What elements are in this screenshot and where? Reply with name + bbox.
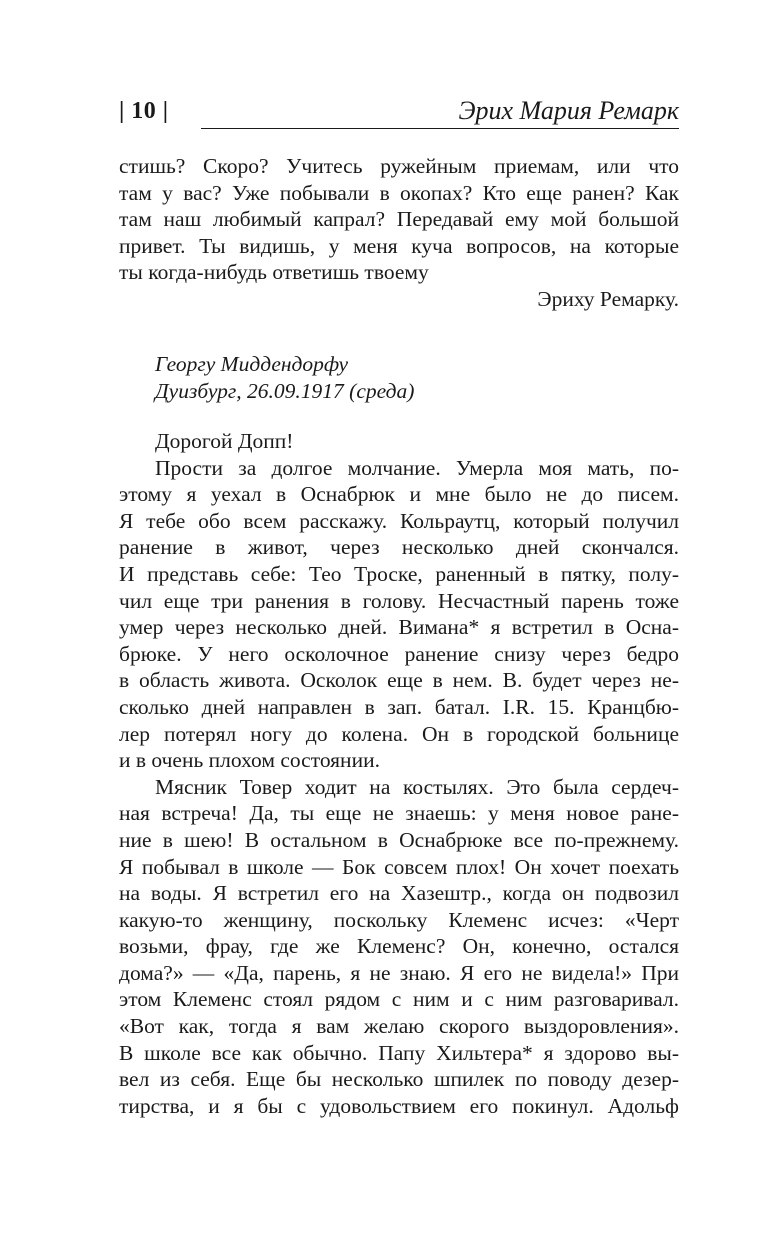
text-line: дома?» — «Да, парень, я не знаю. Я его не видела!» При (119, 960, 679, 985)
letter-place-date: Дуизбург, 26.09.1917 (среда) (155, 378, 415, 403)
text-line: в область живота. Осколок еще в нем. В. будет через не- (119, 668, 679, 693)
text-line: привет. Ты видишь, у меня куча вопросов, на которые (119, 233, 679, 258)
text-line: Я побывал в школе — Бок совсем плох! Он хочет поехать (119, 854, 679, 879)
page-number: | 10 | (119, 98, 169, 124)
text-line: чил еще три ранения в голову. Несчастный парень тоже (119, 588, 679, 613)
text-line: стишь? Скоро? Учитесь ружейным приемам, или что (119, 154, 679, 178)
text-line: возьми, фрау, где же Клеменс? Он, конечно, остался (119, 934, 679, 959)
text-line: Прости за долгое молчание. Умерла моя мать, по- (155, 455, 679, 480)
text-line: лер потерял ногу до колена. Он в городской больнице (119, 721, 679, 746)
text-line: брюке. У него осколочное ранение снизу через бедро (119, 641, 679, 666)
text-line: умер через несколько дней. Вимана* я встретил в Осна- (119, 615, 679, 640)
text-line: тирства, и я бы с удовольствием его покинул. Адольф (119, 1093, 679, 1118)
text-line: ние в шею! В остальном в Оснабрюке все по-прежнему. (119, 827, 679, 852)
text-line: какую-то женщину, поскольку Клеменс исчез: «Черт (119, 907, 679, 932)
book-page (119, 0, 679, 1241)
text-line: «Вот как, тогда я вам желаю скорого выздоровления». (119, 1014, 679, 1039)
text-block-continuation (119, 153, 679, 313)
text-line: там наш любимый капрал? Передавай ему мой большой (119, 207, 679, 232)
letter-heading (119, 351, 679, 404)
letter-signature: Эриху Ремарку. (537, 286, 679, 311)
text-line: ты когда-нибудь ответишь твоему (119, 260, 429, 285)
page-header (119, 96, 679, 136)
text-line: и в очень плохом состоянии. (119, 748, 380, 773)
text-line: Мясник Товер ходит на костылях. Это была сердеч- (155, 774, 679, 799)
running-head: Эрих Мария Ремарк (458, 96, 679, 125)
text-line: ная встреча! Да, ты еще не знаешь: у меня новое ране- (119, 801, 679, 826)
text-line: Я тебе обо всем расскажу. Кольраутц, который получил (119, 508, 679, 533)
letter-body (119, 428, 679, 1119)
letter-greeting: Дорогой Допп! (155, 429, 294, 453)
text-line: на воды. Я встретил его на Хазештр., когда он подвозил (119, 881, 679, 906)
text-line: там у вас? Уже побывали в окопах? Кто еще ранен? Как (119, 180, 679, 205)
text-line: этому я уехал в Оснабрюк и мне было не до писем. (119, 482, 679, 507)
text-line: сколько дней направлен в зап. батал. I.R. 15. Кранцбю- (119, 694, 679, 719)
text-line: В школе все как обычно. Папу Хильтера* я здорово вы- (119, 1040, 679, 1065)
text-line: И представь себе: Тео Троске, раненный в пятку, полу- (119, 561, 679, 586)
text-line: этом Клеменс стоял рядом с ним и с ним разговаривал. (119, 987, 679, 1012)
text-line: вел из себя. Еще бы несколько шпилек по поводу дезер- (119, 1067, 679, 1092)
text-line: ранение в живот, через несколько дней скончался. (119, 535, 679, 560)
letter-addressee: Георгу Миддендорфу (155, 352, 349, 376)
header-rule (201, 128, 679, 129)
